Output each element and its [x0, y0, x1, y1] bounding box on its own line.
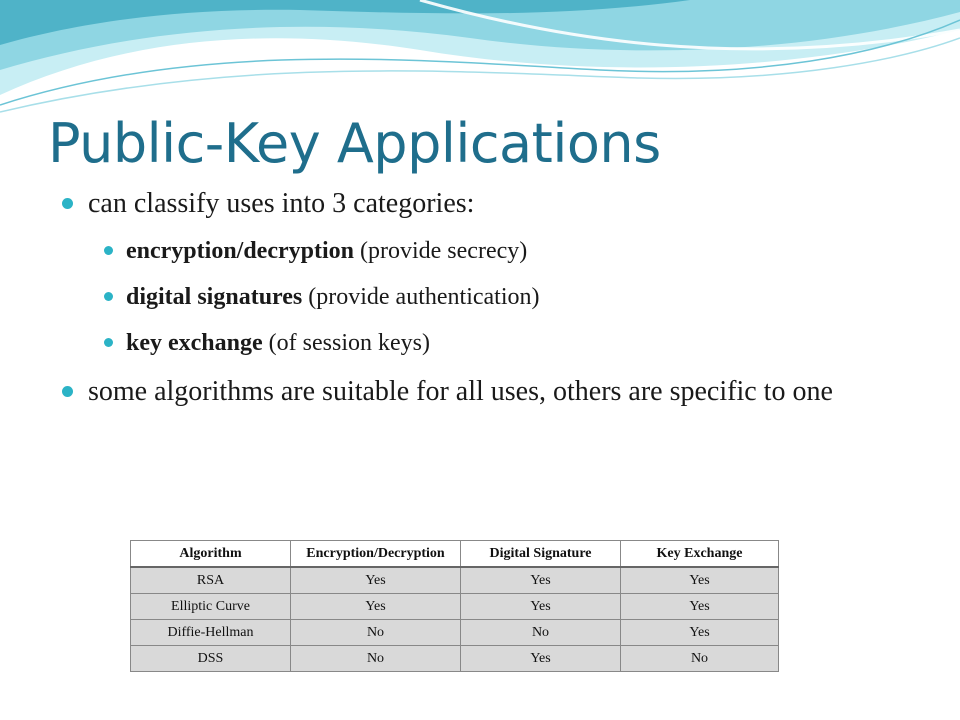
table-header-cell: Encryption/Decryption [291, 541, 461, 568]
table-cell: Yes [291, 594, 461, 620]
table-cell: Diffie-Hellman [131, 620, 291, 646]
table-cell: Yes [621, 620, 779, 646]
bullet-list [60, 182, 920, 410]
bullet-classify [60, 186, 920, 222]
table-row [131, 646, 779, 672]
table-row [131, 567, 779, 594]
decorative-waves [0, 0, 960, 120]
sub-bullet-desc: (provide authentication) [308, 284, 540, 310]
bullet-classify-text: can classify uses into 3 categories: [88, 188, 475, 219]
table-cell: RSA [131, 567, 291, 594]
bullet-dot-icon [62, 198, 73, 209]
table-cell: Yes [461, 594, 621, 620]
table-cell: Yes [461, 646, 621, 672]
table-cell: Elliptic Curve [131, 594, 291, 620]
bullet-dot-icon [104, 338, 113, 347]
table-header-cell: Digital Signature [461, 541, 621, 568]
slide-title: Public-Key Applications [48, 112, 661, 175]
table-header-cell: Key Exchange [621, 541, 779, 568]
bullet-dot-icon [104, 292, 113, 301]
bullet-algorithms [60, 374, 920, 410]
bullet-algorithms-text: some algorithms are suitable for all uses, others are specific to one [88, 376, 833, 407]
table-cell: DSS [131, 646, 291, 672]
table-header-row [131, 541, 779, 568]
bullet-dot-icon [104, 246, 113, 255]
bullet-dot-icon [62, 386, 73, 397]
sub-bullet-signatures [60, 282, 920, 312]
sub-bullet-key-exchange [60, 328, 920, 358]
table-cell: Yes [621, 594, 779, 620]
sub-bullet-term: key exchange [126, 330, 263, 356]
table-cell: No [291, 620, 461, 646]
table-row [131, 620, 779, 646]
table-cell: Yes [291, 567, 461, 594]
algorithm-table [130, 540, 779, 672]
table-row [131, 594, 779, 620]
table-cell: Yes [461, 567, 621, 594]
sub-bullet-term: digital signatures [126, 284, 303, 310]
table-header-cell: Algorithm [131, 541, 291, 568]
table-cell: No [621, 646, 779, 672]
table-cell: No [461, 620, 621, 646]
sub-bullet-term: encryption/decryption [126, 238, 354, 264]
table-cell: No [291, 646, 461, 672]
table-cell: Yes [621, 567, 779, 594]
sub-bullet-desc: (of session keys) [268, 330, 430, 356]
sub-bullet-encryption [60, 236, 920, 266]
sub-bullet-desc: (provide secrecy) [360, 238, 528, 264]
